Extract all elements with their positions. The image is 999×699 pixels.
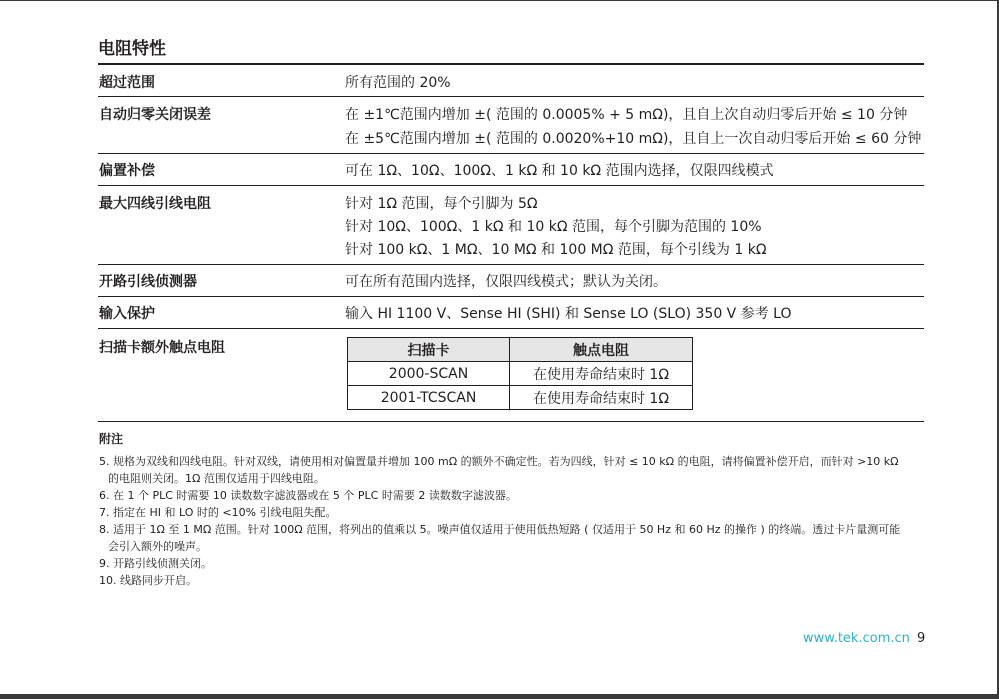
notes-divider <box>98 421 924 422</box>
section-divider <box>98 63 924 65</box>
section-title: 电阻特性 <box>98 39 166 59</box>
table-header-row <box>348 338 693 362</box>
spec-label-autozero-off-error: 自动归零关闭误差 <box>99 107 211 123</box>
note-10: 10. 线路同步开启。 <box>99 574 197 587</box>
table-header-scanner-card: 扫描卡 <box>348 338 510 362</box>
scanner-contact-table <box>347 337 693 410</box>
footer-website-link[interactable]: www.tek.com.cn <box>803 631 910 646</box>
note-7: 7. 指定在 HI 和 LO 时的 <10% 引线电阻失配。 <box>99 506 337 519</box>
table-cell-scanner: 2000-SCAN <box>348 362 510 386</box>
note-5-line-2: 的电阻则关闭。1Ω 范围仅适用于四线电阻。 <box>108 472 325 485</box>
row-divider <box>98 264 924 265</box>
row-divider <box>98 185 924 186</box>
spec-label-overrange: 超过范围 <box>99 75 155 91</box>
table-cell-resistance: 在使用寿命结束时 1Ω <box>510 362 693 386</box>
note-5-line-1: 5. 规格为双线和四线电阻。针对双线，请使用相对偏置量并增加 100 mΩ 的额外不确定性。若为四线，针对 ≤ 10 kΩ 的电阻，请将偏置补偿开启，而针对 >10 kΩ <box>99 455 899 468</box>
spec-label-open-lead-detector: 开路引线侦测器 <box>99 274 197 290</box>
row-divider <box>98 153 924 154</box>
table-cell-resistance: 在使用寿命结束时 1Ω <box>510 386 693 410</box>
table-row <box>348 362 693 386</box>
note-8-line-2: 会引入额外的噪声。 <box>108 540 207 553</box>
spec-value-lead-resistance-line-1: 针对 1Ω 范围，每个引脚为 5Ω <box>345 196 538 212</box>
spec-value-autozero-line-1: 在 ±1℃范围内增加 ±( 范围的 0.0005% + 5 mΩ)，且自上次自动归零后开始 ≤ 10 分钟 <box>345 107 908 123</box>
spec-label-input-protection: 输入保护 <box>99 306 155 322</box>
spec-value-input-protection: 输入 HI 1100 V、Sense HI (SHI) 和 Sense LO (SLO) 350 V 参考 LO <box>345 306 792 322</box>
spec-value-autozero-line-2: 在 ±5℃范围内增加 ±( 范围的 0.0020%+10 mΩ)，且自上一次自动归零后开始 ≤ 60 分钟 <box>345 131 922 147</box>
row-divider <box>98 296 924 297</box>
spec-label-max-lead-resistance: 最大四线引线电阻 <box>99 196 211 212</box>
table-row <box>348 386 693 410</box>
notes-title: 附注 <box>99 432 124 446</box>
spec-value-lead-resistance-line-3: 针对 100 kΩ、1 MΩ、10 MΩ 和 100 MΩ 范围，每个引线为 1 kΩ <box>345 242 767 258</box>
spec-value-open-lead-detector: 可在所有范围内选择，仅限四线模式；默认为关闭。 <box>345 274 667 290</box>
page-number: 9 <box>917 631 926 646</box>
spec-value-lead-resistance-line-2: 针对 10Ω、100Ω、1 kΩ 和 10 kΩ 范围，每个引脚为范围的 10% <box>345 219 762 235</box>
note-8-line-1: 8. 适用于 1Ω 至 1 MΩ 范围。针对 100Ω 范围，将列出的值乘以 5。噪声值仅适用于使用低热短路 ( 仅适用于 50 Hz 和 60 Hz 的操作 ) 的终端。透过卡片量测可能 <box>99 523 901 536</box>
row-divider <box>98 328 924 329</box>
spec-label-offset-compensation: 偏置补偿 <box>99 163 155 179</box>
note-9: 9. 开路引线侦测关闭。 <box>99 557 212 570</box>
spec-value-offset-compensation: 可在 1Ω、10Ω、100Ω、1 kΩ 和 10 kΩ 范围内选择，仅限四线模式 <box>345 163 774 179</box>
spec-value-overrange: 所有范围的 20% <box>345 75 451 91</box>
note-6: 6. 在 1 个 PLC 时需要 10 读数数字滤波器或在 5 个 PLC 时需要 2 读数数字滤波器。 <box>99 489 517 502</box>
table-header-contact-resistance: 触点电阻 <box>510 338 693 362</box>
table-cell-scanner: 2001-TCSCAN <box>348 386 510 410</box>
row-divider <box>98 96 924 97</box>
spec-label-scanner-contact-resistance: 扫描卡额外触点电阻 <box>99 340 225 356</box>
